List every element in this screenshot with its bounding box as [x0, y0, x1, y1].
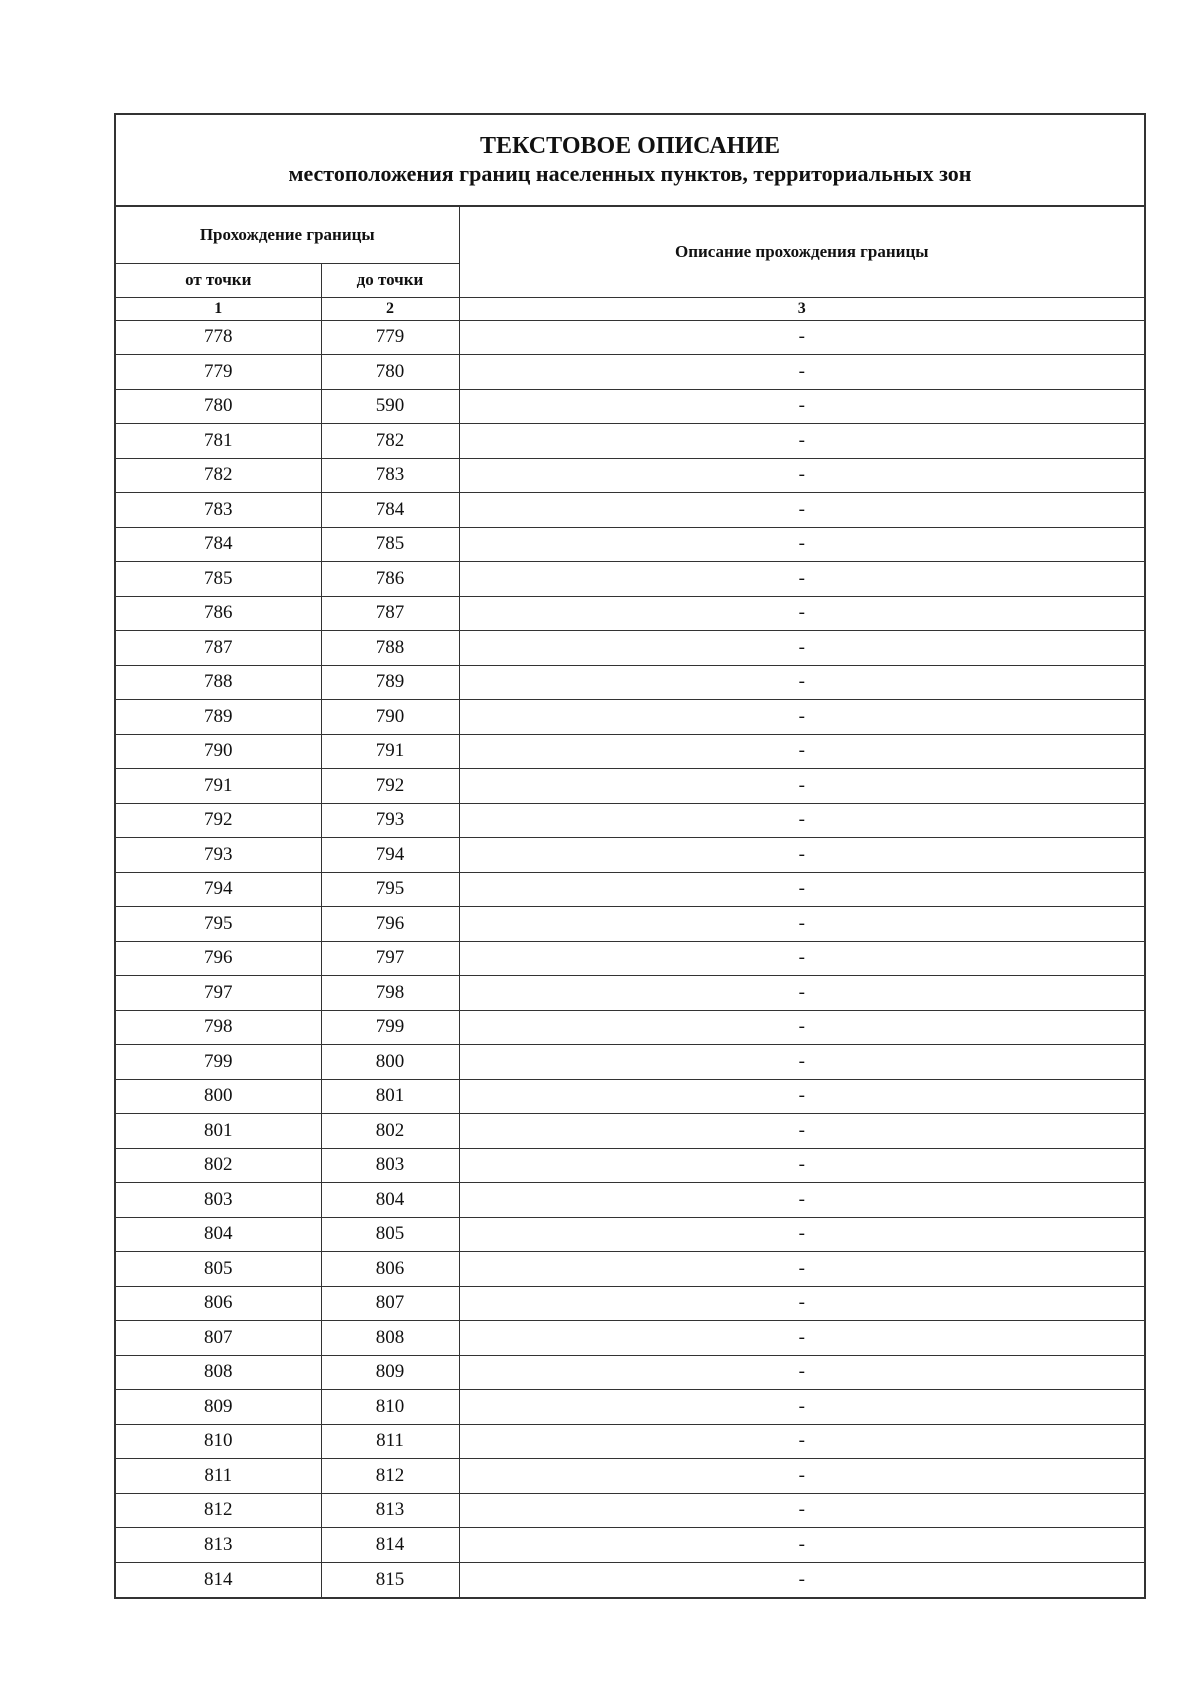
description-cell: - [459, 1079, 1144, 1114]
table-row [116, 838, 1144, 873]
from-point-cell: 793 [116, 838, 321, 873]
table-row [116, 1390, 1144, 1425]
to-point-cell: 788 [321, 631, 459, 666]
from-point-cell: 808 [116, 1355, 321, 1390]
to-point-cell: 785 [321, 527, 459, 562]
to-point-cell: 791 [321, 734, 459, 769]
from-point-cell: 806 [116, 1286, 321, 1321]
table-row [116, 1114, 1144, 1149]
description-cell: - [459, 1252, 1144, 1287]
to-point-cell: 792 [321, 769, 459, 804]
column-number-2: 2 [321, 297, 459, 320]
column-number-1: 1 [116, 297, 321, 320]
from-point-cell: 789 [116, 700, 321, 735]
table-row [116, 1459, 1144, 1494]
from-point-cell: 797 [116, 976, 321, 1011]
table-row [116, 976, 1144, 1011]
from-point-cell: 799 [116, 1045, 321, 1080]
to-point-cell: 808 [321, 1321, 459, 1356]
to-point-cell: 779 [321, 320, 459, 355]
table-row [116, 1355, 1144, 1390]
table-row [116, 355, 1144, 390]
to-point-cell: 811 [321, 1424, 459, 1459]
to-point-cell: 790 [321, 700, 459, 735]
from-point-cell: 807 [116, 1321, 321, 1356]
table-row [116, 872, 1144, 907]
table-row [116, 527, 1144, 562]
description-cell: - [459, 803, 1144, 838]
to-point-cell: 795 [321, 872, 459, 907]
to-point-cell: 809 [321, 1355, 459, 1390]
column-number-3: 3 [459, 297, 1144, 320]
from-point-cell: 782 [116, 458, 321, 493]
from-point-cell: 796 [116, 941, 321, 976]
from-point-cell: 794 [116, 872, 321, 907]
to-point-cell: 784 [321, 493, 459, 528]
from-point-cell: 779 [116, 355, 321, 390]
from-point-cell: 804 [116, 1217, 321, 1252]
to-point-cell: 813 [321, 1493, 459, 1528]
from-point-cell: 802 [116, 1148, 321, 1183]
description-cell: - [459, 355, 1144, 390]
table-row [116, 320, 1144, 355]
description-cell: - [459, 1045, 1144, 1080]
group-header: Прохождение границы [116, 207, 459, 263]
to-point-cell: 800 [321, 1045, 459, 1080]
table-row [116, 389, 1144, 424]
from-point-cell: 801 [116, 1114, 321, 1149]
from-point-cell: 787 [116, 631, 321, 666]
description-cell: - [459, 1148, 1144, 1183]
table-row [116, 1217, 1144, 1252]
table-row [116, 1424, 1144, 1459]
to-point-cell: 797 [321, 941, 459, 976]
description-cell: - [459, 1286, 1144, 1321]
from-point-cell: 795 [116, 907, 321, 942]
description-cell: - [459, 1493, 1144, 1528]
from-point-cell: 785 [116, 562, 321, 597]
table-row [116, 424, 1144, 459]
description-cell: - [459, 941, 1144, 976]
to-point-cell: 590 [321, 389, 459, 424]
table-row [116, 1493, 1144, 1528]
from-point-cell: 798 [116, 1010, 321, 1045]
description-cell: - [459, 1114, 1144, 1149]
table-row [116, 493, 1144, 528]
table-row [116, 734, 1144, 769]
from-point-cell: 809 [116, 1390, 321, 1425]
table-row [116, 562, 1144, 597]
from-point-cell: 781 [116, 424, 321, 459]
to-point-cell: 787 [321, 596, 459, 631]
description-cell: - [459, 389, 1144, 424]
description-cell: - [459, 596, 1144, 631]
to-point-cell: 801 [321, 1079, 459, 1114]
description-cell: - [459, 838, 1144, 873]
table-row [116, 458, 1144, 493]
description-cell: - [459, 1321, 1144, 1356]
from-point-cell: 778 [116, 320, 321, 355]
from-point-cell: 800 [116, 1079, 321, 1114]
description-cell: - [459, 1183, 1144, 1218]
description-cell: - [459, 458, 1144, 493]
table-row [116, 941, 1144, 976]
description-cell: - [459, 424, 1144, 459]
from-point-cell: 810 [116, 1424, 321, 1459]
to-point-cell: 799 [321, 1010, 459, 1045]
description-cell: - [459, 665, 1144, 700]
description-cell: - [459, 1010, 1144, 1045]
table-row [116, 769, 1144, 804]
from-point-cell: 790 [116, 734, 321, 769]
to-point-cell: 810 [321, 1390, 459, 1425]
from-point-cell: 792 [116, 803, 321, 838]
table-row [116, 1148, 1144, 1183]
description-cell: - [459, 872, 1144, 907]
description-cell: - [459, 527, 1144, 562]
table-row [116, 665, 1144, 700]
table-row [116, 596, 1144, 631]
to-point-cell: 789 [321, 665, 459, 700]
to-point-cell: 783 [321, 458, 459, 493]
table-row [116, 1321, 1144, 1356]
table-row [116, 1183, 1144, 1218]
table-row [116, 803, 1144, 838]
from-point-cell: 788 [116, 665, 321, 700]
table-row [116, 1079, 1144, 1114]
from-point-cell: 791 [116, 769, 321, 804]
from-point-cell: 786 [116, 596, 321, 631]
description-cell: - [459, 562, 1144, 597]
to-point-cell: 786 [321, 562, 459, 597]
description-cell: - [459, 769, 1144, 804]
description-cell: - [459, 320, 1144, 355]
to-point-cell: 814 [321, 1528, 459, 1563]
table-row [116, 1045, 1144, 1080]
from-point-cell: 805 [116, 1252, 321, 1287]
to-point-cell: 798 [321, 976, 459, 1011]
to-header: до точки [321, 263, 459, 297]
description-cell: - [459, 1562, 1144, 1597]
description-cell: - [459, 700, 1144, 735]
description-cell: - [459, 631, 1144, 666]
to-point-cell: 794 [321, 838, 459, 873]
description-cell: - [459, 1390, 1144, 1425]
to-point-cell: 796 [321, 907, 459, 942]
description-cell: - [459, 1355, 1144, 1390]
table-row [116, 907, 1144, 942]
from-point-cell: 803 [116, 1183, 321, 1218]
from-point-cell: 812 [116, 1493, 321, 1528]
description-cell: - [459, 1217, 1144, 1252]
description-cell: - [459, 734, 1144, 769]
description-cell: - [459, 1528, 1144, 1563]
description-cell: - [459, 976, 1144, 1011]
from-point-cell: 814 [116, 1562, 321, 1597]
to-point-cell: 812 [321, 1459, 459, 1494]
table-row [116, 1562, 1144, 1597]
to-point-cell: 780 [321, 355, 459, 390]
table-row [116, 1528, 1144, 1563]
table-row [116, 1010, 1144, 1045]
from-point-cell: 783 [116, 493, 321, 528]
description-header: Описание прохождения границы [459, 207, 1144, 297]
document-title: ТЕКСТОВОЕ ОПИСАНИЕ [479, 133, 780, 159]
description-cell: - [459, 907, 1144, 942]
from-point-cell: 813 [116, 1528, 321, 1563]
boundary-table [116, 207, 1144, 1597]
to-point-cell: 803 [321, 1148, 459, 1183]
from-point-cell: 811 [116, 1459, 321, 1494]
table-row [116, 1286, 1144, 1321]
to-point-cell: 805 [321, 1217, 459, 1252]
table-body [116, 320, 1144, 1597]
table-row [116, 700, 1144, 735]
description-cell: - [459, 1459, 1144, 1494]
table-row [116, 1252, 1144, 1287]
title-block [116, 115, 1144, 207]
to-point-cell: 804 [321, 1183, 459, 1218]
to-point-cell: 815 [321, 1562, 459, 1597]
from-point-cell: 780 [116, 389, 321, 424]
document-frame [114, 113, 1146, 1599]
document-subtitle: местоположения границ населенных пунктов, территориальных зон [288, 161, 972, 186]
description-cell: - [459, 493, 1144, 528]
from-point-cell: 784 [116, 527, 321, 562]
to-point-cell: 793 [321, 803, 459, 838]
description-cell: - [459, 1424, 1144, 1459]
to-point-cell: 806 [321, 1252, 459, 1287]
table-row [116, 631, 1144, 666]
to-point-cell: 782 [321, 424, 459, 459]
to-point-cell: 802 [321, 1114, 459, 1149]
from-header: от точки [116, 263, 321, 297]
to-point-cell: 807 [321, 1286, 459, 1321]
